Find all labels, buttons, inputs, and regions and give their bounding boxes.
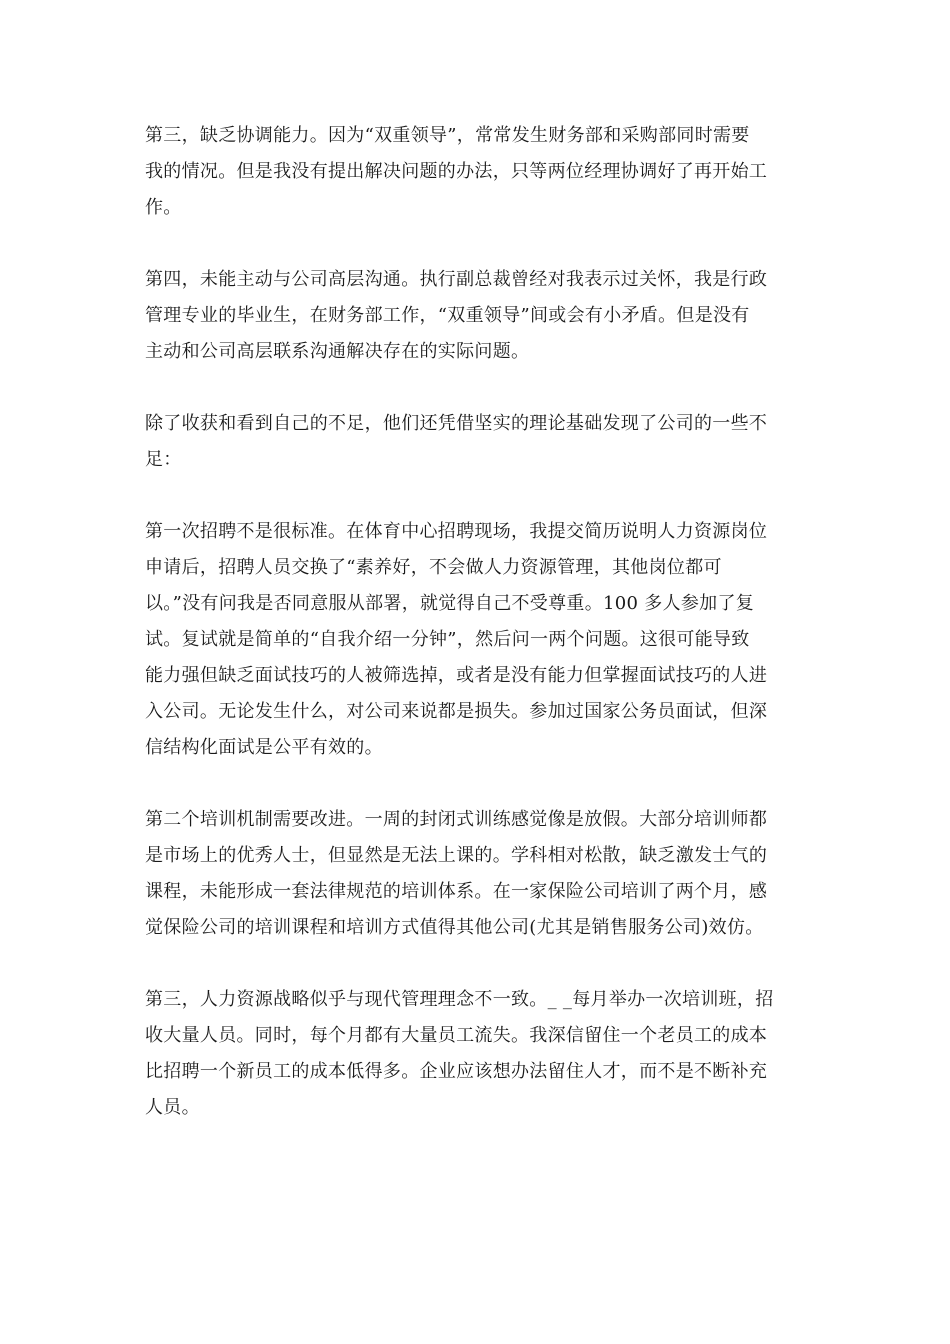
text-line: 课程，未能形成一套法律规范的培训体系。在一家保险公司培训了两个月，感 <box>145 881 768 902</box>
text-line: 试。复试就是简单的“自我介绍一分钟”，然后问一两个问题。这很可能导致 <box>145 629 750 650</box>
text-line: 是市场上的优秀人士，但显然是无法上课的。学科相对松散，缺乏激发士气的 <box>145 845 768 866</box>
text-line: 信结构化面试是公平有效的。 <box>145 737 383 758</box>
text-line: 管理专业的毕业生，在财务部工作，“双重领导”间或会有小矛盾。但是没有 <box>145 305 750 326</box>
text-line: 收大量人员。同时，每个月都有大量员工流失。我深信留住一个老员工的成本 <box>145 1025 768 1046</box>
paragraph-training <box>145 802 810 946</box>
text-line: 主动和公司高层联系沟通解决存在的实际问题。 <box>145 341 530 362</box>
text-line: 能力强但缺乏面试技巧的人被筛选掉，或者是没有能力但掌握面试技巧的人进 <box>145 665 768 686</box>
paragraph-transition <box>145 406 810 478</box>
paragraph-coordination <box>145 118 810 226</box>
text-line: 第二个培训机制需要改进。一周的封闭式训练感觉像是放假。大部分培训师都 <box>145 809 768 830</box>
text-line: 人员。 <box>145 1097 200 1118</box>
text-line: 我的情况。但是我没有提出解决问题的办法，只等两位经理协调好了再开始工 <box>145 161 768 182</box>
text-line: 比招聘一个新员工的成本低得多。企业应该想办法留住人才，而不是不断补充 <box>145 1061 768 1082</box>
paragraph-communication <box>145 262 810 370</box>
text-line: 第三，人力资源战略似乎与现代管理理念不一致。_ _每月举办一次培训班，招 <box>145 989 774 1010</box>
paragraph-hr-strategy <box>145 982 810 1126</box>
text-line: 以。”没有问我是否同意服从部署，就觉得自己不受尊重。100 多人参加了复 <box>145 593 755 614</box>
text-line: 第三，缺乏协调能力。因为“双重领导”，常常发生财务部和采购部同时需要 <box>145 125 750 146</box>
text-line: 足： <box>145 449 182 470</box>
text-line: 第四，未能主动与公司高层沟通。执行副总裁曾经对我表示过关怀，我是行政 <box>145 269 768 290</box>
text-line: 觉保险公司的培训课程和培训方式值得其他公司(尤其是销售服务公司)效仿。 <box>145 917 764 938</box>
document-body <box>145 118 810 1162</box>
text-line: 第一次招聘不是很标准。在体育中心招聘现场，我提交简历说明人力资源岗位 <box>145 521 768 542</box>
text-line: 作。 <box>145 197 182 218</box>
text-line: 申请后，招聘人员交换了“素养好，不会做人力资源管理，其他岗位都可 <box>145 557 722 578</box>
paragraph-recruitment <box>145 514 810 766</box>
text-line: 入公司。无论发生什么，对公司来说都是损失。参加过国家公务员面试，但深 <box>145 701 768 722</box>
text-line: 除了收获和看到自己的不足，他们还凭借坚实的理论基础发现了公司的一些不 <box>145 413 768 434</box>
